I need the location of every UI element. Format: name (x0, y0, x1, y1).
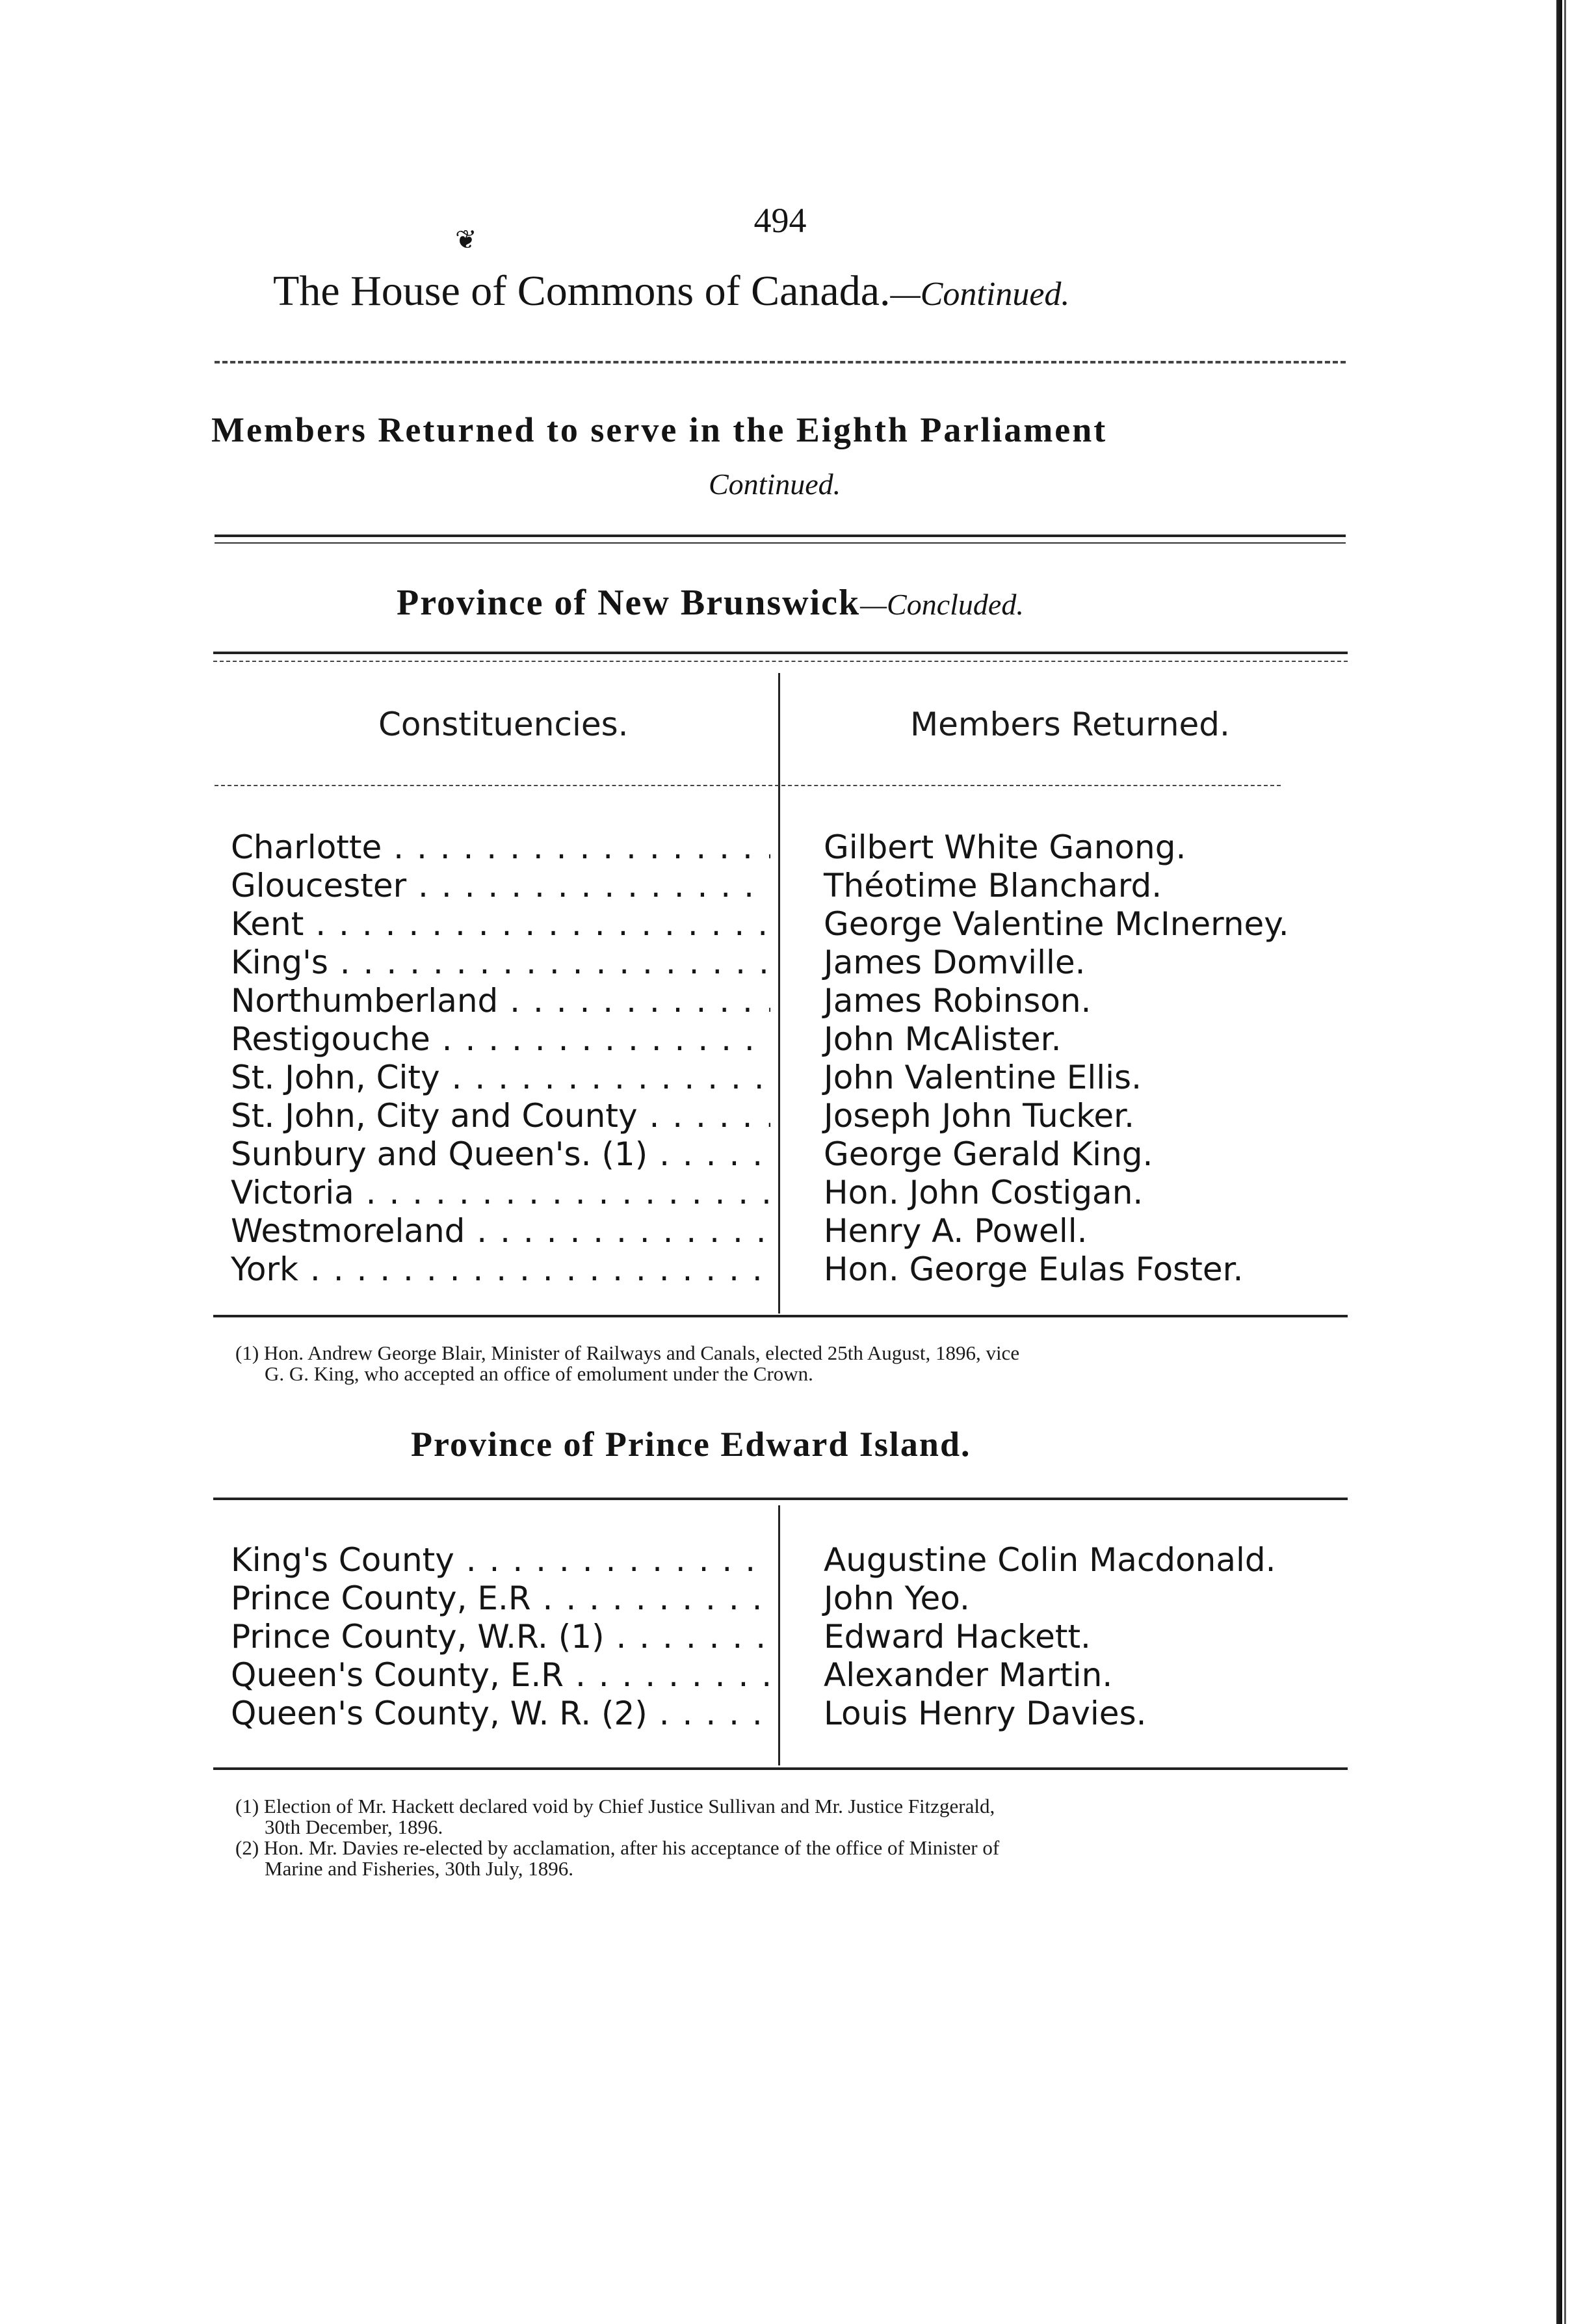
member: Gilbert White Ganong. (824, 828, 1186, 866)
constituency: King's County . . . (231, 1541, 770, 1579)
constituency: Restigouche . . . (231, 1020, 770, 1058)
divider (215, 785, 1281, 786)
member: James Robinson. (824, 982, 1092, 1020)
member: John McAlister. (824, 1020, 1062, 1058)
member: George Valentine McInerney. (824, 905, 1289, 943)
member: George Gerald King. (824, 1135, 1153, 1173)
constituency: Westmoreland . . . (231, 1212, 770, 1250)
table-row (231, 1656, 1271, 1695)
constituency: Gloucester . . . (231, 867, 770, 905)
table-row (231, 1618, 1271, 1657)
constituency: King's . . . (231, 944, 770, 981)
member: James Domville. (824, 944, 1086, 981)
member: Hon. John Costigan. (824, 1174, 1144, 1211)
scan-edge-inner (1564, 0, 1566, 2324)
table-row (231, 1541, 1276, 1580)
member: Hon. George Eulas Foster. (824, 1250, 1244, 1288)
col-head-constituencies: Constituencies. (378, 706, 629, 743)
table-row (231, 1059, 1271, 1098)
section-subheading: Continued. (709, 468, 841, 501)
ornament-icon: ❦ (455, 225, 477, 254)
page-title (273, 267, 1313, 316)
member: Théotime Blanchard. (824, 867, 1162, 905)
constituency: Queen's County, W. R. (2) . . . (231, 1695, 770, 1732)
member: Augustine Colin Macdonald. (824, 1541, 1276, 1579)
member: Joseph John Tucker. (824, 1097, 1135, 1135)
constituency: Prince County, E.R . . . (231, 1579, 770, 1617)
title-main: The House of Commons of Canada. (273, 267, 891, 315)
table-row (231, 1097, 1271, 1136)
footnote-line: (1) Hon. Andrew George Blair, Minister of Railways and Canals, elected 25th August, 1896, vice (235, 1341, 1020, 1364)
pei-footnotes (235, 1796, 1354, 1879)
constituency: Victoria . . . (231, 1174, 770, 1211)
divider (213, 1315, 1348, 1317)
table-row (231, 1020, 1271, 1059)
footnote-line: (1) Election of Mr. Hackett declared void by Chief Justice Sullivan and Mr. Justice Fitzgerald, (235, 1795, 995, 1817)
table-row (231, 1250, 1271, 1289)
constituency: Kent . . . (231, 905, 770, 943)
table-row (231, 944, 1271, 983)
table-row (231, 1174, 1271, 1213)
constituency: St. John, City . . . (231, 1059, 770, 1096)
constituency: York . . . (231, 1250, 770, 1288)
table-row (231, 1579, 1271, 1618)
divider (213, 1498, 1348, 1500)
table-row (231, 982, 1271, 1021)
divider (215, 542, 1346, 544)
table-row (231, 905, 1289, 944)
pei-heading: Province of Prince Edward Island. (411, 1425, 971, 1464)
section-heading: Members Returned to serve in the Eighth Parliament (211, 410, 1108, 449)
nb-heading-text: Province of New Brunswick (397, 583, 861, 623)
footnote-line: G. G. King, who accepted an office of emolument under the Crown. (265, 1362, 813, 1385)
constituency: Queen's County, E.R . . . (231, 1656, 770, 1694)
member: John Valentine Ellis. (824, 1059, 1142, 1096)
footnote-line: (2) Hon. Mr. Davies re-elected by acclamation, after his acceptance of the office of Minister of (235, 1836, 1000, 1859)
divider (213, 652, 1348, 654)
constituency: Sunbury and Queen's. (1) . . . (231, 1135, 770, 1173)
table-row (231, 867, 1271, 906)
table-row (231, 828, 1271, 867)
divider (213, 661, 1348, 662)
constituency: St. John, City and County . . . (231, 1097, 770, 1135)
nb-heading (397, 582, 1024, 624)
col-head-members: Members Returned. (910, 706, 1230, 743)
nb-heading-suffix: —Concluded. (860, 588, 1024, 621)
footnote-line: Marine and Fisheries, 30th July, 1896. (265, 1857, 573, 1880)
table-row (231, 1212, 1271, 1251)
member: Edward Hackett. (824, 1618, 1091, 1656)
divider (215, 361, 1346, 363)
divider (213, 1767, 1348, 1770)
table-row (231, 1135, 1271, 1174)
page-number: 494 (753, 201, 807, 240)
constituency: Charlotte . . . (231, 828, 770, 866)
scan-edge (1556, 0, 1562, 2324)
title-continued: —Continued. (890, 276, 1070, 313)
member: Alexander Martin. (824, 1656, 1113, 1694)
member: Louis Henry Davies. (824, 1695, 1147, 1732)
divider (215, 535, 1346, 537)
constituency: Prince County, W.R. (1) . . . (231, 1618, 770, 1656)
constituency: Northumberland . . . (231, 982, 770, 1020)
nb-footnote (235, 1343, 1354, 1384)
member: John Yeo. (824, 1579, 970, 1617)
table-row (231, 1695, 1271, 1734)
member: Henry A. Powell. (824, 1212, 1088, 1250)
footnote-line: 30th December, 1896. (265, 1816, 443, 1838)
